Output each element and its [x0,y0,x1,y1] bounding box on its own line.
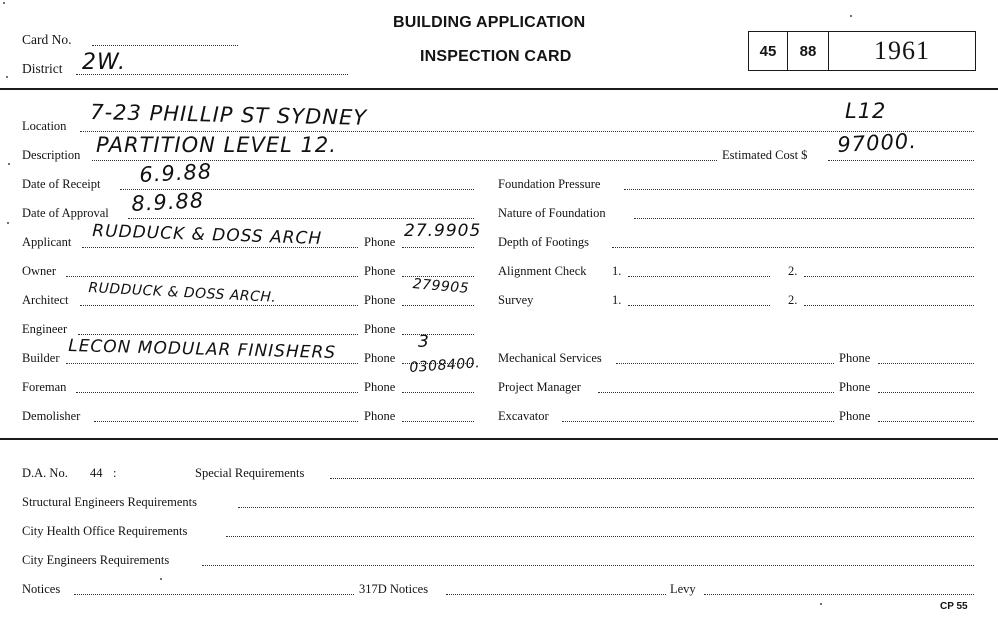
mechanical-services-phone-label: Phone [839,351,871,365]
date-of-receipt-label: Date of Receipt [22,177,101,191]
notices-label: Notices [22,582,61,596]
estimated-cost-label: Estimated Cost $ [722,148,808,162]
scan-speck [7,222,9,224]
foreman-field[interactable] [76,392,358,393]
description-value: PARTITION LEVEL 12. [96,133,337,157]
special-requirements-label: Special Requirements [195,466,305,480]
architect-label: Architect [22,293,69,307]
scan-speck [820,603,822,605]
estimated-cost-value: 97000. [836,128,918,157]
survey-label: Survey [498,293,534,307]
mechanical-services-field[interactable] [616,363,834,364]
applicant-phone-value: 27.9905 [404,221,482,241]
foundation-pressure-field[interactable] [624,189,974,190]
city-health-label: City Health Office Requirements [22,524,188,538]
excavator-field[interactable] [562,421,834,422]
applicant-label: Applicant [22,235,72,249]
foreman-phone-label: Phone [364,380,396,394]
excavator-label: Excavator [498,409,549,423]
architect-phone-field[interactable] [402,305,474,306]
notices-317d-label: 317D Notices [359,582,429,596]
alignment-check-1-label: 1. [612,264,622,278]
district-value: 2W. [82,50,126,75]
description-label: Description [22,148,81,162]
project-manager-phone-label: Phone [839,380,871,394]
architect-value: RUDDUCK & DOSS ARCH. [88,280,277,306]
architect-field[interactable] [80,305,358,306]
survey-2-field[interactable] [804,305,974,306]
da-no-value: 44 [90,466,103,480]
mechanical-services-phone-field[interactable] [878,363,974,364]
owner-field[interactable] [66,276,358,277]
alignment-check-2-field[interactable] [804,276,974,277]
architect-phone-label: Phone [364,293,396,307]
middle-divider [0,438,998,440]
title-line-1: BUILDING APPLICATION [393,14,586,31]
date-of-approval-value: 8.9.88 [130,188,205,216]
alignment-check-label: Alignment Check [498,264,587,278]
depth-of-footings-label: Depth of Footings [498,235,589,249]
city-health-field[interactable] [226,536,974,537]
applicant-value: RUDDUCK & DOSS ARCH [91,221,323,250]
location-note: L12 [845,99,887,123]
notices-field[interactable] [74,594,354,595]
architect-phone-value: 279905 [412,276,470,297]
applicant-phone-field[interactable] [402,247,474,248]
structural-engineers-label: Structural Engineers Requirements [22,495,197,509]
top-divider [0,88,998,90]
owner-label: Owner [22,264,57,278]
levy-field[interactable] [704,594,974,595]
city-engineers-field[interactable] [202,565,974,566]
structural-engineers-field[interactable] [238,507,974,508]
demolisher-label: Demolisher [22,409,81,423]
scan-speck [3,2,5,4]
foundation-pressure-label: Foundation Pressure [498,177,601,191]
card-number-box [748,31,976,71]
card-no-label: Card No. [22,32,72,47]
demolisher-phone-field[interactable] [402,421,474,422]
title-line-2: INSPECTION CARD [420,48,572,65]
form-code: CP 55 [940,601,968,612]
district-label: District [22,61,63,76]
depth-of-footings-field[interactable] [612,247,974,248]
date-of-approval-label: Date of Approval [22,206,109,220]
scan-speck [160,578,162,580]
builder-field[interactable] [66,363,358,364]
demolisher-phone-label: Phone [364,409,396,423]
da-no-colon: : [113,466,117,480]
da-no-label: D.A. No. [22,466,68,480]
builder-phone-mark: 3 [418,332,430,352]
survey-1-field[interactable] [628,305,770,306]
date-of-receipt-value: 6.9.88 [138,159,213,187]
levy-label: Levy [670,582,696,596]
survey-1-label: 1. [612,293,622,307]
notices-317d-field[interactable] [446,594,666,595]
estimated-cost-field[interactable] [828,160,974,161]
location-value: 7-23 PHILLIP ST SYDNEY [89,100,368,130]
location-label: Location [22,119,67,133]
city-engineers-label: City Engineers Requirements [22,553,170,567]
alignment-check-1-field[interactable] [628,276,770,277]
nature-of-foundation-label: Nature of Foundation [498,206,606,220]
builder-label: Builder [22,351,60,365]
excavator-phone-field[interactable] [878,421,974,422]
card-no-field[interactable] [92,45,238,46]
scan-speck [8,163,10,165]
engineer-label: Engineer [22,322,68,336]
scan-speck [6,76,8,78]
demolisher-field[interactable] [94,421,358,422]
applicant-phone-label: Phone [364,235,396,249]
engineer-phone-label: Phone [364,322,396,336]
special-requirements-field[interactable] [330,478,974,479]
builder-value: LECON MODULAR FINISHERS [67,336,337,364]
alignment-check-2-label: 2. [788,264,798,278]
nature-of-foundation-field[interactable] [634,218,974,219]
engineer-field[interactable] [78,334,358,335]
project-manager-label: Project Manager [498,380,581,394]
builder-phone-label: Phone [364,351,396,365]
owner-phone-label: Phone [364,264,396,278]
box-cell-2: 88 [788,32,829,70]
foreman-label: Foreman [22,380,67,394]
engineer-phone-field[interactable] [402,334,474,335]
project-manager-phone-field[interactable] [878,392,974,393]
project-manager-field[interactable] [598,392,834,393]
excavator-phone-label: Phone [839,409,871,423]
date-of-approval-field[interactable] [128,218,474,219]
builder-phone-value: 0308400. [408,355,481,376]
foreman-phone-field[interactable] [402,392,474,393]
box-number: 1961 [874,36,930,65]
box-cell-1: 45 [749,32,788,70]
survey-2-label: 2. [788,293,798,307]
scan-speck [850,15,852,17]
mechanical-services-label: Mechanical Services [498,351,602,365]
